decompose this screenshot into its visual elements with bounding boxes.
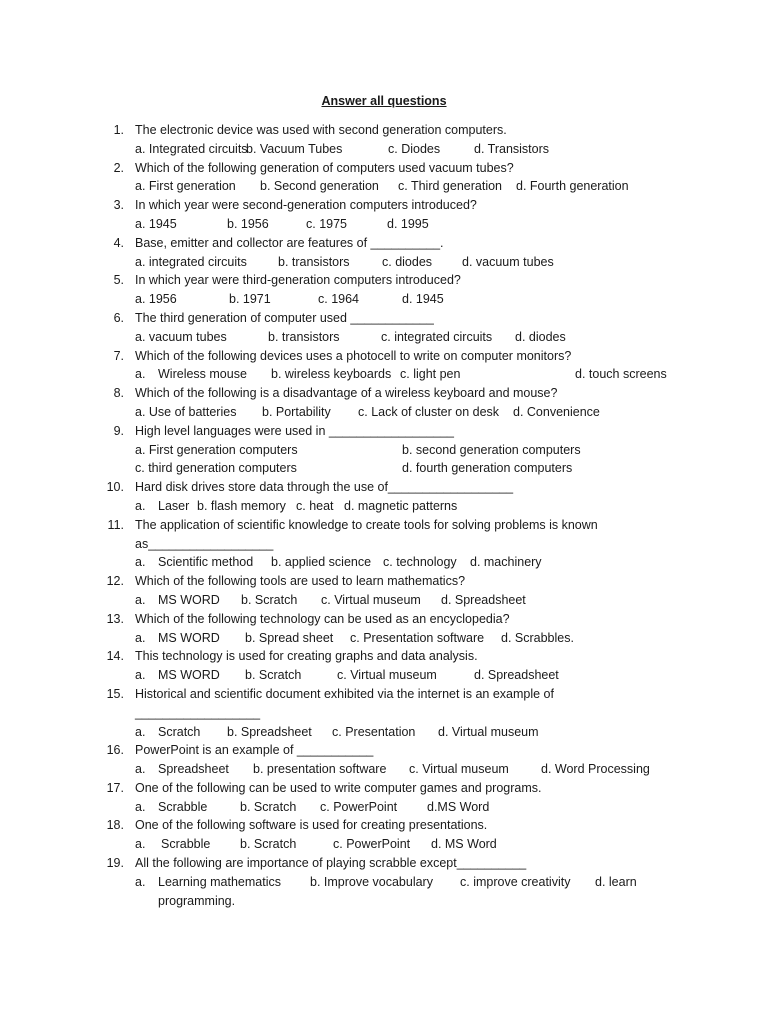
question-line bbox=[0, 516, 768, 535]
question-number: 3. bbox=[113, 198, 124, 213]
answer-option: d. 1945 bbox=[402, 292, 444, 307]
options-row bbox=[0, 140, 768, 159]
answer-option: d. Word Processing bbox=[541, 762, 650, 777]
answer-option: d. MS Word bbox=[431, 837, 497, 852]
answer-option: b. Vacuum Tubes bbox=[246, 141, 343, 156]
question-line bbox=[0, 741, 768, 760]
options-row bbox=[0, 215, 768, 234]
answer-option: d. Scrabbles. bbox=[501, 630, 574, 645]
answer-option: d. 1995 bbox=[387, 216, 429, 231]
answer-option: a. bbox=[135, 367, 146, 382]
answer-option-continued: programming. bbox=[158, 893, 236, 908]
options-row bbox=[0, 177, 768, 196]
question-number: 11. bbox=[107, 517, 124, 532]
answer-option: c. Third generation bbox=[398, 179, 502, 194]
question-text-continued-line bbox=[0, 535, 768, 554]
answer-option: a. bbox=[135, 799, 146, 814]
answer-option: c. PowerPoint bbox=[320, 799, 398, 814]
options-row bbox=[0, 441, 768, 460]
answer-option: d. vacuum tubes bbox=[462, 254, 554, 269]
question-text: In which year were second-generation computers introduced? bbox=[135, 198, 477, 213]
question-number: 16. bbox=[106, 743, 124, 758]
answer-option: c. heat bbox=[296, 498, 334, 513]
question-number: 13. bbox=[106, 611, 124, 626]
answer-option: c. technology bbox=[383, 555, 457, 570]
question-text-continued-line bbox=[0, 704, 768, 723]
options-row bbox=[0, 497, 768, 516]
answer-option: b. Improve vocabulary bbox=[310, 874, 433, 889]
answer-option: c. Virtual museum bbox=[321, 592, 421, 607]
answer-option: d. machinery bbox=[470, 555, 542, 570]
answer-option: b. Second generation bbox=[260, 179, 379, 194]
question-text: This technology is used for creating graphs and data analysis. bbox=[135, 649, 478, 664]
answer-option: b. flash memory bbox=[197, 498, 286, 513]
answer-option: b. Scratch bbox=[240, 799, 297, 814]
answer-option: c. PowerPoint bbox=[333, 837, 411, 852]
answer-option: b. Scratch bbox=[240, 837, 297, 852]
question-text-continued: as__________________ bbox=[135, 536, 274, 551]
question-number: 1. bbox=[113, 123, 124, 137]
answer-option: c. integrated circuits bbox=[381, 329, 493, 344]
answer-option: b. Scratch bbox=[245, 668, 302, 683]
answer-option: c. Diodes bbox=[388, 141, 441, 156]
question-number: 19. bbox=[106, 856, 124, 871]
question-line bbox=[0, 478, 768, 497]
question-number: 8. bbox=[113, 386, 124, 401]
options-row-continued bbox=[0, 892, 768, 911]
answer-option: MS WORD bbox=[158, 592, 220, 607]
options-row bbox=[0, 459, 768, 478]
question-line bbox=[0, 309, 768, 328]
answer-option: Scrabble bbox=[161, 837, 211, 852]
answer-option: a. bbox=[135, 874, 146, 889]
answer-option: d. touch screens bbox=[575, 367, 667, 382]
question-text: Historical and scientific document exhibited via the internet is an example of bbox=[135, 686, 554, 701]
answer-option: b. second generation computers bbox=[402, 442, 581, 457]
answer-option: c. Virtual museum bbox=[409, 762, 509, 777]
answer-option: Scratch bbox=[158, 724, 201, 739]
answer-option: Learning mathematics bbox=[158, 874, 281, 889]
page-title: Answer all questions bbox=[321, 94, 447, 108]
answer-option: a. bbox=[135, 668, 146, 683]
question-number: 7. bbox=[113, 348, 124, 363]
answer-option: b. transistors bbox=[278, 254, 350, 269]
question-number: 10. bbox=[106, 480, 124, 495]
answer-option: MS WORD bbox=[158, 630, 220, 645]
question-text: One of the following can be used to write computer games and programs. bbox=[135, 780, 542, 795]
answer-option: d. Spreadsheet bbox=[474, 668, 559, 683]
question-number: 12. bbox=[106, 574, 124, 589]
question-line bbox=[0, 121, 768, 140]
options-row bbox=[0, 835, 768, 854]
answer-option: a. bbox=[135, 837, 146, 852]
answer-option: c. Lack of cluster on desk bbox=[358, 404, 500, 419]
answer-option: d. Convenience bbox=[513, 404, 600, 419]
answer-option: b. Portability bbox=[262, 404, 331, 419]
answer-option: c. diodes bbox=[382, 254, 433, 269]
answer-option: Scrabble bbox=[158, 799, 208, 814]
options-row bbox=[0, 403, 768, 422]
answer-option: d. Fourth generation bbox=[516, 179, 629, 194]
question-text: One of the following software is used for creating presentations. bbox=[135, 818, 488, 833]
question-text: The electronic device was used with second generation computers. bbox=[135, 123, 507, 137]
answer-option: c. improve creativity bbox=[460, 874, 571, 889]
options-row bbox=[0, 553, 768, 572]
answer-option: b. Spreadsheet bbox=[227, 724, 312, 739]
question-text: All the following are importance of playing scrabble except__________ bbox=[135, 856, 527, 871]
answer-option: a. vacuum tubes bbox=[135, 329, 227, 344]
options-row bbox=[0, 629, 768, 648]
answer-option: b. Scratch bbox=[241, 592, 298, 607]
answer-option: a. 1956 bbox=[135, 292, 177, 307]
answer-option: d.MS Word bbox=[427, 799, 490, 814]
answer-option: d. diodes bbox=[515, 329, 566, 344]
answer-option: b. Spread sheet bbox=[245, 630, 334, 645]
question-line bbox=[0, 572, 768, 591]
question-text: Which of the following generation of computers used vacuum tubes? bbox=[135, 160, 514, 175]
question-list bbox=[0, 121, 768, 910]
options-row bbox=[0, 666, 768, 685]
answer-option: Spreadsheet bbox=[158, 762, 229, 777]
answer-option: d. Virtual museum bbox=[438, 724, 539, 739]
answer-option: a. Use of batteries bbox=[135, 404, 237, 419]
question-text: Which of the following tools are used to learn mathematics? bbox=[135, 574, 466, 589]
answer-option: Laser bbox=[158, 498, 190, 513]
answer-option: b. 1971 bbox=[229, 292, 271, 307]
answer-option: b. wireless keyboards bbox=[271, 367, 392, 382]
question-line bbox=[0, 816, 768, 835]
answer-option: c. Presentation bbox=[332, 724, 416, 739]
question-line bbox=[0, 271, 768, 290]
answer-option: b. applied science bbox=[271, 555, 372, 570]
answer-option: Scientific method bbox=[158, 555, 254, 570]
question-line bbox=[0, 234, 768, 253]
question-number: 9. bbox=[113, 423, 124, 438]
answer-option: c. Presentation software bbox=[350, 630, 485, 645]
options-row bbox=[0, 873, 768, 892]
options-row bbox=[0, 253, 768, 272]
question-text: Hard disk drives store data through the use of__________________ bbox=[135, 480, 514, 495]
question-text: High level languages were used in __________________ bbox=[135, 423, 455, 438]
question-number: 5. bbox=[113, 273, 124, 288]
question-line bbox=[0, 685, 768, 704]
question-line bbox=[0, 384, 768, 403]
answer-option: a. First generation bbox=[135, 179, 236, 194]
question-line bbox=[0, 647, 768, 666]
answer-option: a. bbox=[135, 592, 146, 607]
answer-option: a. bbox=[135, 724, 146, 739]
question-line bbox=[0, 422, 768, 441]
answer-option: a. First generation computers bbox=[135, 442, 298, 457]
question-text-continued: __________________ bbox=[135, 705, 261, 720]
answer-option: c. third generation computers bbox=[135, 461, 297, 476]
question-text: Which of the following is a disadvantage of a wireless keyboard and mouse? bbox=[135, 386, 558, 401]
question-line bbox=[0, 347, 768, 366]
question-text: In which year were third-generation computers introduced? bbox=[135, 273, 461, 288]
answer-option: a. bbox=[135, 498, 146, 513]
answer-option: d. Transistors bbox=[474, 141, 550, 156]
question-line bbox=[0, 159, 768, 178]
question-number: 6. bbox=[113, 310, 124, 325]
answer-option: a. bbox=[135, 630, 146, 645]
answer-option: a. bbox=[135, 555, 146, 570]
question-text: Which of the following technology can be used as an encyclopedia? bbox=[135, 611, 510, 626]
answer-option: a. Integrated circuits bbox=[135, 141, 248, 156]
answer-option: b. 1956 bbox=[227, 216, 269, 231]
answer-option: a. 1945 bbox=[135, 216, 177, 231]
answer-option: a. bbox=[135, 762, 146, 777]
question-text: The application of scientific knowledge to create tools for solving problems is known bbox=[135, 517, 598, 532]
answer-option: d. Spreadsheet bbox=[441, 592, 526, 607]
options-row bbox=[0, 290, 768, 309]
options-row bbox=[0, 798, 768, 817]
answer-option: d. learn bbox=[595, 874, 637, 889]
options-row bbox=[0, 365, 768, 384]
question-line bbox=[0, 854, 768, 873]
question-number: 17. bbox=[106, 780, 124, 795]
question-number: 18. bbox=[106, 818, 124, 833]
answer-option: b. transistors bbox=[268, 329, 340, 344]
answer-option: Wireless mouse bbox=[158, 367, 247, 382]
question-number: 4. bbox=[113, 235, 124, 250]
question-text: The third generation of computer used ____________ bbox=[135, 310, 434, 325]
question-number: 2. bbox=[113, 160, 124, 175]
answer-option: MS WORD bbox=[158, 668, 220, 683]
options-row bbox=[0, 591, 768, 610]
question-number: 14. bbox=[106, 649, 124, 664]
options-row bbox=[0, 723, 768, 742]
question-line bbox=[0, 779, 768, 798]
answer-option: b. presentation software bbox=[253, 762, 387, 777]
answer-option: c. 1964 bbox=[318, 292, 360, 307]
question-text: PowerPoint is an example of ___________ bbox=[135, 743, 374, 758]
answer-option: c. Virtual museum bbox=[337, 668, 437, 683]
answer-option: d. magnetic patterns bbox=[344, 498, 458, 513]
answer-option: c. 1975 bbox=[306, 216, 348, 231]
question-text: Which of the following devices uses a photocell to write on computer monitors? bbox=[135, 348, 572, 363]
options-row bbox=[0, 328, 768, 347]
question-text: Base, emitter and collector are features of __________. bbox=[135, 235, 444, 250]
answer-option: c. light pen bbox=[400, 367, 461, 382]
answer-option: d. fourth generation computers bbox=[402, 461, 573, 476]
options-row bbox=[0, 760, 768, 779]
question-line bbox=[0, 610, 768, 629]
answer-option: a. integrated circuits bbox=[135, 254, 247, 269]
question-line bbox=[0, 196, 768, 215]
question-number: 15. bbox=[106, 686, 124, 701]
